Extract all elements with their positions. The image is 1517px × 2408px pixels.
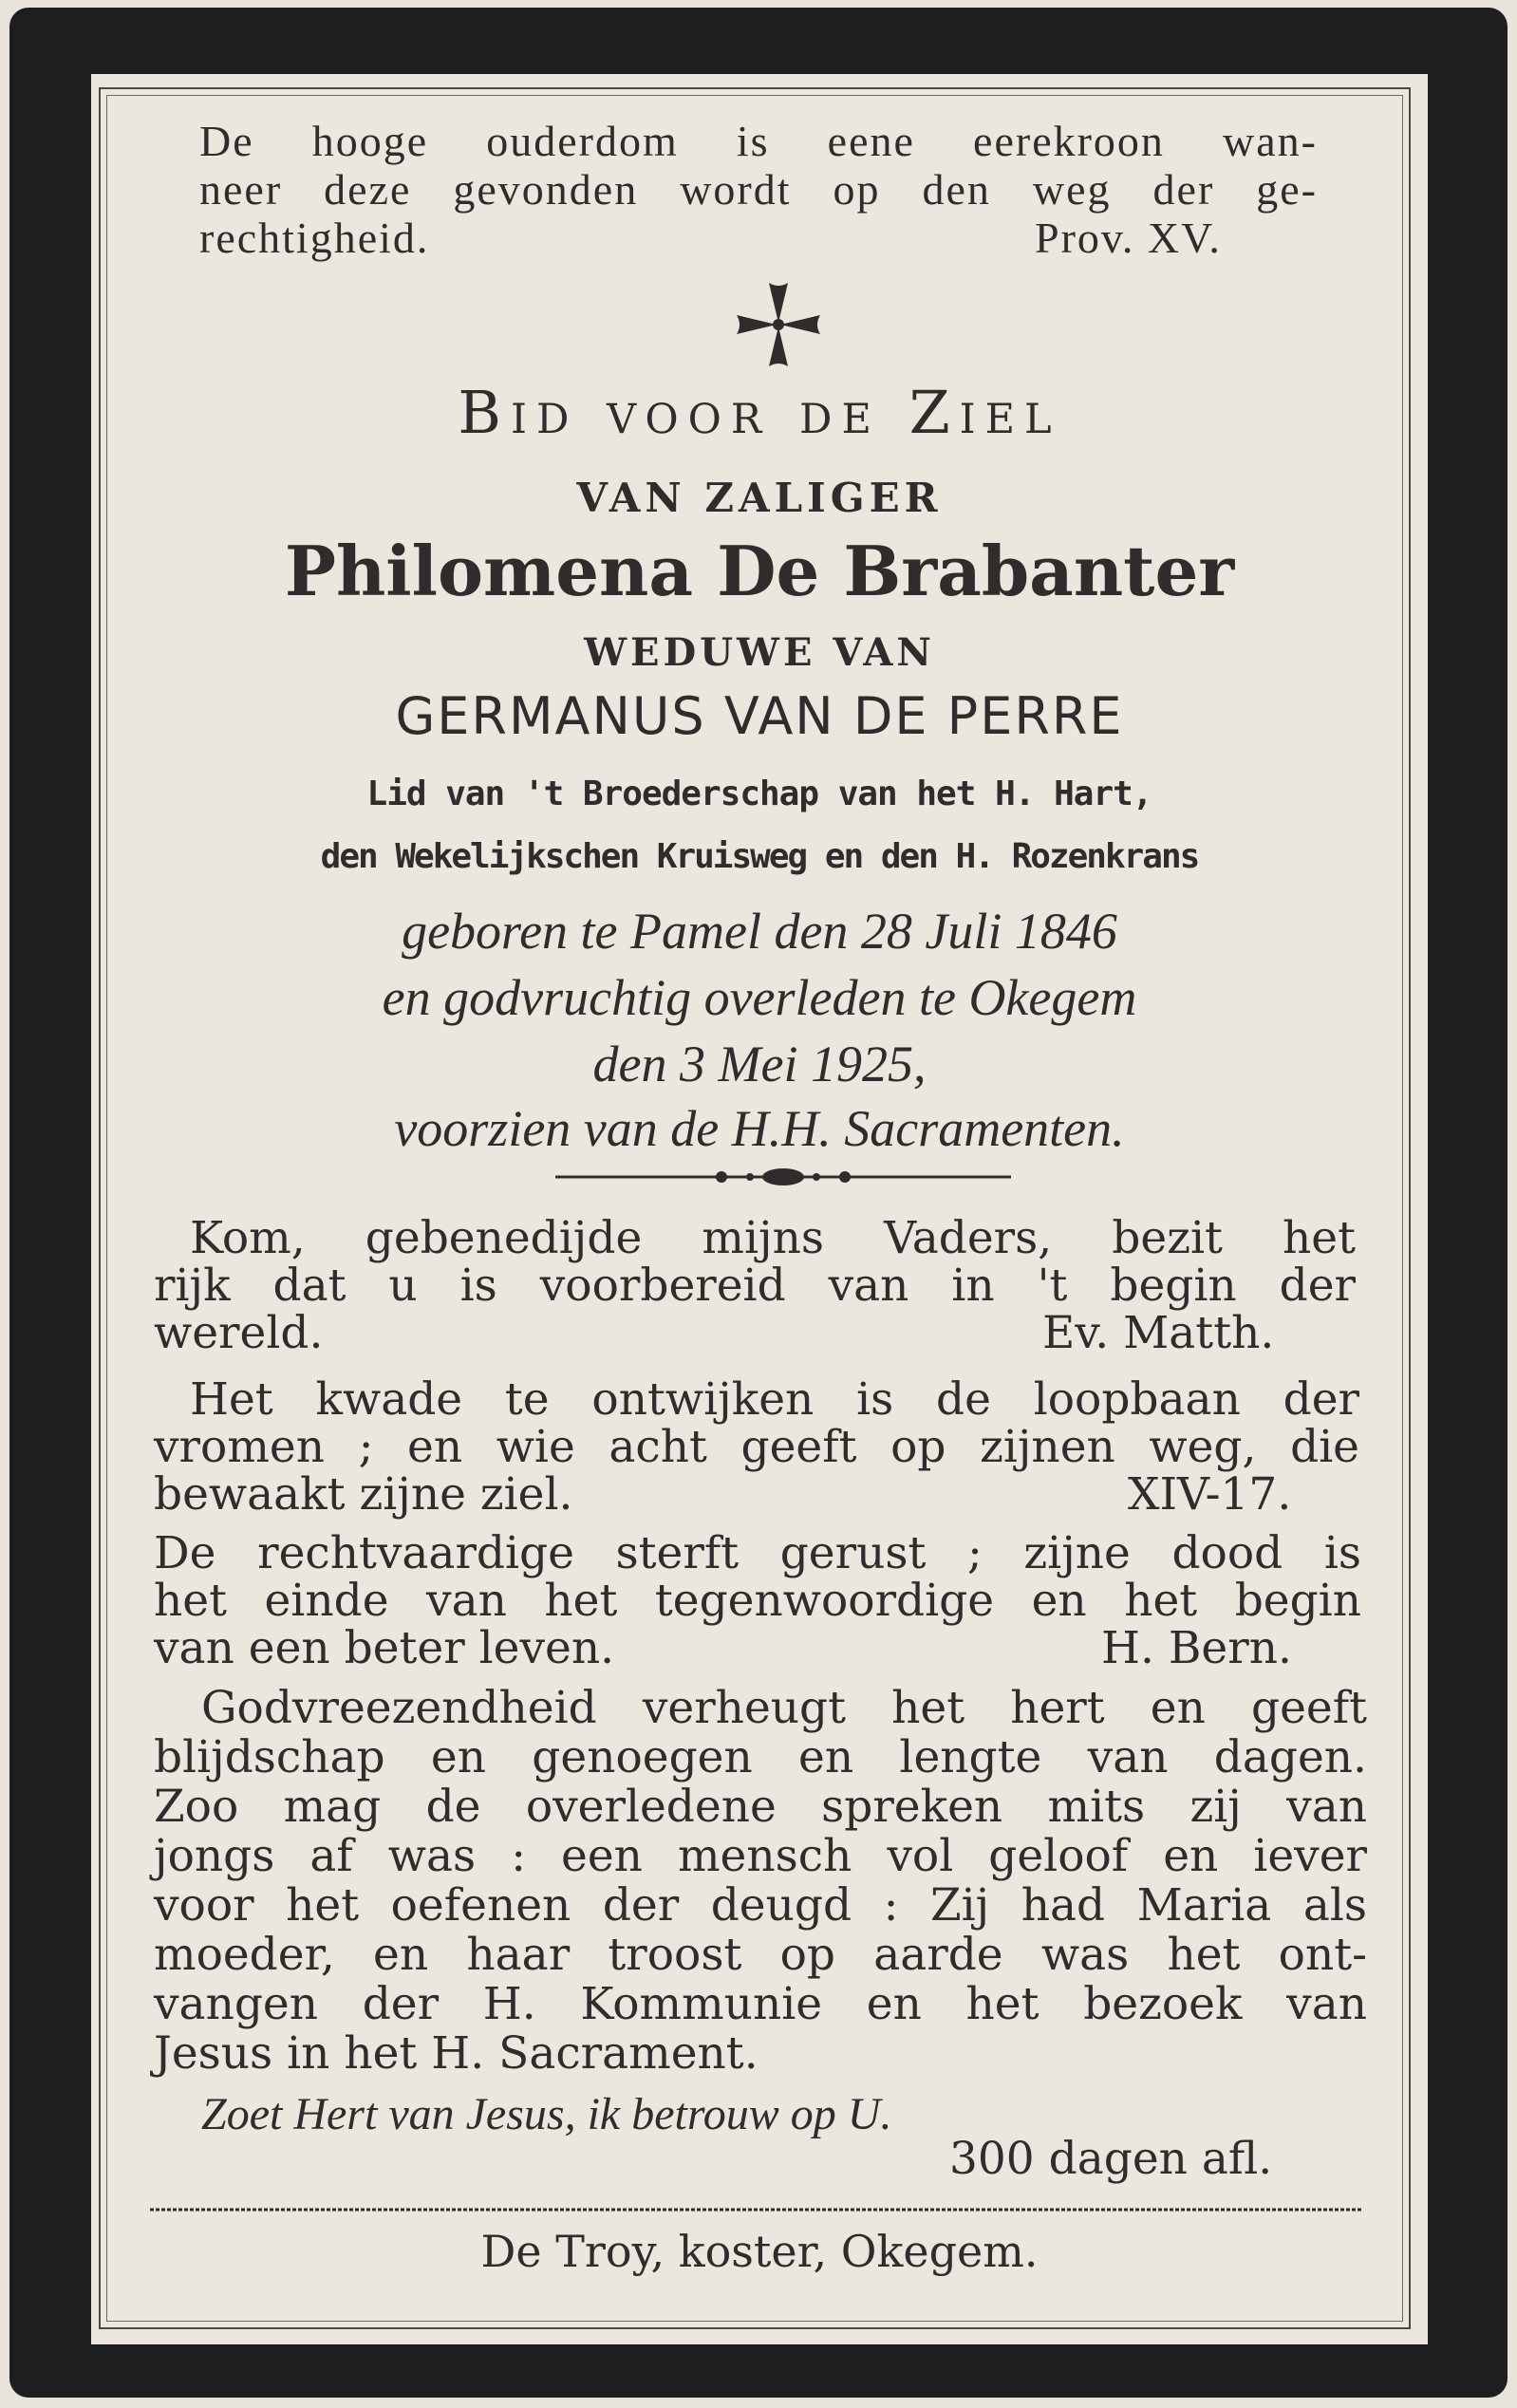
deceased-name: Philomena De Brabanter [284, 531, 1235, 611]
quote-line: bewaakt zijne ziel. [154, 1468, 573, 1521]
quote-line: rijk dat u is voorbereid van in 't begin der [154, 1260, 1356, 1312]
quote-source: Ev. Matth. [1042, 1307, 1275, 1359]
tribute-line: voor het oefenen der deugd : Zij had Maria als [154, 1879, 1367, 1932]
tribute-line: Zoo mag de overledene spreken mits zij van [154, 1781, 1367, 1833]
widow-of-label: WEDUWE VAN [584, 630, 935, 675]
printer-credit: De Troy, koster, Okegem. [480, 2226, 1039, 2277]
tribute-line: Jesus in het H. Sacrament. [154, 2027, 758, 2080]
quote-line: vromen ; en wie acht geeft op zijnen weg, die [154, 1421, 1359, 1473]
birth-line: geboren te Pamel den 28 Juli 1846 [402, 903, 1117, 960]
epigraph-line: neer deze gevonden wordt op den weg der ge- [199, 165, 1318, 214]
quote-line: wereld. [154, 1307, 324, 1359]
death-line: en godvruchtig overleden te Okegem [382, 969, 1137, 1026]
ornament-divider [555, 1166, 1011, 1188]
tribute-line: moeder, en haar troost op aarde was het ont- [154, 1929, 1367, 1981]
tribute-line: jongs af was : een mensch vol geloof en iever [154, 1830, 1367, 1882]
quote-line: het einde van het tegenwoordige en het begin [154, 1575, 1361, 1627]
membership-line: Lid van 't Broederschap van het H. Hart, [366, 775, 1152, 813]
quote-line: Kom, gebenedijde mijns Vaders, bezit het [190, 1212, 1356, 1264]
sacraments-line: voorzien van de H.H. Sacramenten. [394, 1100, 1125, 1157]
epigraph-line: rechtigheid. [199, 214, 430, 262]
tribute-line: vangen der H. Kommunie en het bezoek van [154, 1978, 1367, 2030]
quote-line: De rechtvaardige sterft gerust ; zijne dood is [154, 1527, 1361, 1579]
husband-name: GERMANUS VAN DE PERRE [395, 686, 1124, 746]
quote-line: van een beter leven. [154, 1622, 615, 1674]
quote-source: XIV-17. [1128, 1468, 1292, 1521]
membership-line: den Wekelijkschen Kruisweg en den H. Rozenkrans [320, 837, 1199, 876]
tribute-line: Godvreezendheid verheugt het hert en geeft [201, 1682, 1367, 1734]
cross-icon [731, 277, 826, 372]
death-date: den 3 Mei 1925, [592, 1036, 927, 1092]
quote-line: Het kwade te ontwijken is de loopbaan der [190, 1373, 1359, 1426]
closing-prayer: Zoet Hert van Jesus, ik betrouw op U. [201, 2089, 892, 2139]
indulgence-note: 300 dagen afl. [949, 2133, 1273, 2185]
footer-rule [150, 2207, 1363, 2212]
prayer-heading: Bid voor de Ziel [458, 378, 1061, 447]
heading-prefix: VAN ZALIGER [576, 475, 943, 521]
quote-source: H. Bern. [1101, 1622, 1292, 1674]
tribute-line: blijdschap en genoegen en lengte van dagen. [154, 1731, 1367, 1783]
epigraph-source: Prov. XV. [1035, 214, 1222, 262]
epigraph-line: De hooge ouderdom is eene eerekroon wan- [199, 117, 1318, 165]
